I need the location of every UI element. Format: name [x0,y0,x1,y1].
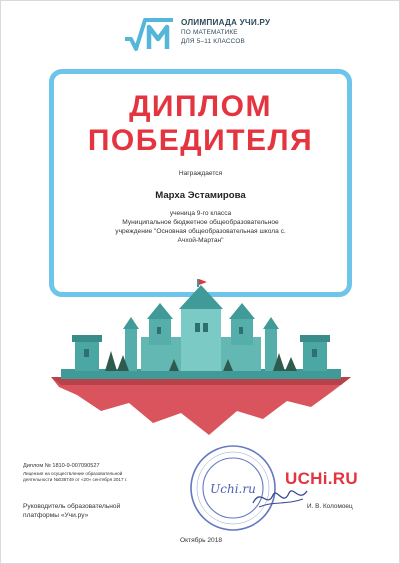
school-name-line1: Муниципальное бюджетное общеобразовательное [122,219,279,226]
signature [249,481,311,513]
school-name-line2: учреждение "Основная общеобразовательная школа с. [115,228,286,235]
diploma-number: Диплом № 1810-9-007090527 [23,463,100,469]
license-line2: деятельности №038749 от «20» сентября 2017 г. [23,477,128,482]
awarded-label: Награждается [178,170,223,177]
head-role-line2: платформы «Учи.ру» [23,511,89,519]
head-role [23,503,163,520]
recipient-description [54,209,347,245]
certificate-card [49,69,352,297]
olympiad-title: ОЛИМПИАДА УЧИ.РУ [181,18,271,27]
signer-name: И. В. Коломоец [307,503,353,510]
olympiad-subject: ПО МАТЕМАТИКЕ [181,29,238,36]
sqrt-m-logo-icon [123,17,175,53]
certificate-title: ДИПЛОМ [129,90,272,123]
recipient-grade: ученица 9-го класса [169,210,232,217]
certificate-title-line2: ПОБЕДИТЕЛЯ [87,124,314,157]
school-name-line3: Ачхой-Мартан" [177,237,224,244]
recipient-name: Марха Эстамирова [155,190,246,201]
issue-date: Октябрь 2018 [179,537,223,544]
castle-illustration [41,279,361,439]
head-role-line1: Руководитель образовательной [23,503,121,510]
uchi-brand-logo: UCHi.RU [285,469,358,488]
license-info [23,471,183,483]
stamp-text: Uchi.ru [210,482,256,496]
license-line1: Лицензия на осуществление образовательной [23,471,123,476]
olympiad-grades: ДЛЯ 5–11 КЛАССОВ [181,38,245,45]
olympiad-header [181,17,270,46]
